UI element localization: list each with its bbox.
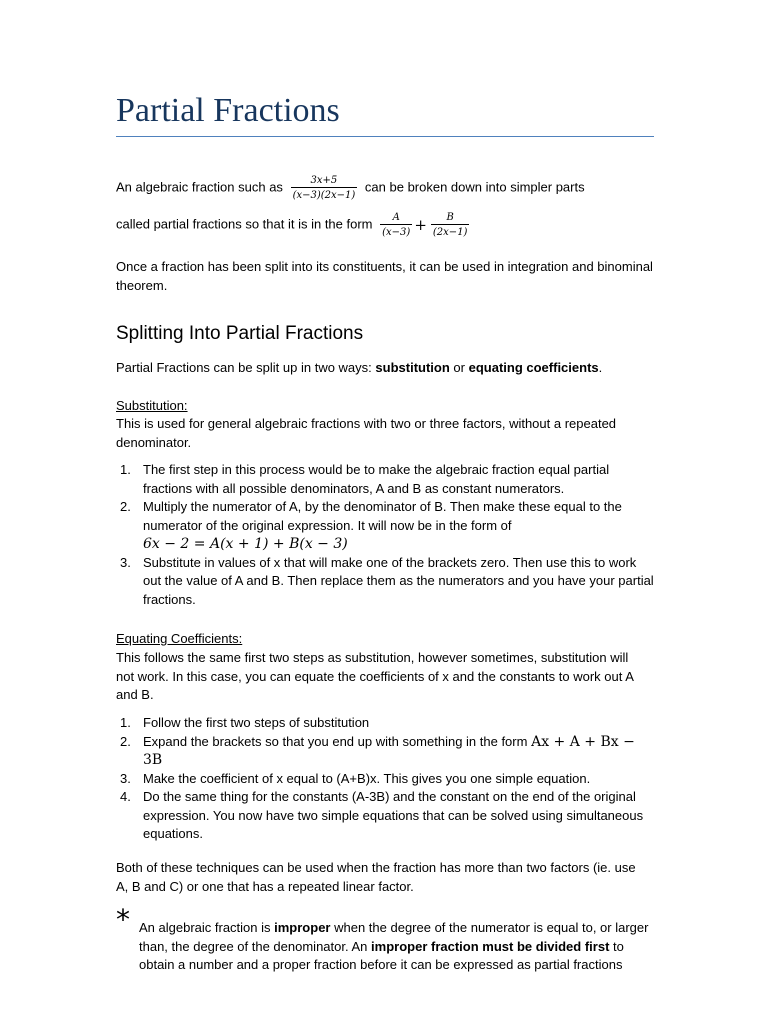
step-number: 1. — [120, 715, 131, 730]
plus-sign: + — [414, 215, 427, 234]
note-part-3: to obtain a number and a proper fraction before it can be expressed as partial fractions — [139, 938, 624, 972]
both-techniques-paragraph: Both of these techniques can be used when the fraction has more than two factors (ie. use A, B and C) or one that has a repeated linear factor. — [116, 860, 636, 894]
note-part-2: when the degree of the numerator is equal to, or larger than, the degree of the denominator. An — [139, 920, 649, 954]
page-title: Partial Fractions — [116, 92, 340, 129]
fraction-a — [380, 211, 412, 239]
intro-line-2 — [116, 211, 676, 239]
list-item — [116, 733, 656, 770]
intro-paragraph-2: Once a fraction has been split into its constituents, it can be used in integration and binominal theorem. — [116, 259, 653, 293]
step-number: 1. — [120, 462, 131, 477]
equating-description: This follows the same first two steps as substitution, however sometimes, substitution will not work. In this case, you can equate the coefficients of x and the constants to work out A and B. — [116, 650, 634, 702]
step-text: Expand the brackets so that you end up with something in the form — [143, 733, 528, 749]
note-part-1: An algebraic fraction is — [139, 920, 271, 935]
way-substitution: substitution — [375, 360, 450, 375]
note-bold-improper: improper — [274, 920, 331, 935]
title-rule — [116, 136, 654, 137]
step-number: 3. — [120, 770, 131, 786]
split-ways-before: Partial Fractions can be split up in two ways: — [116, 360, 372, 375]
intro-line-2-before: called partial fractions so that it is in the form — [116, 216, 373, 232]
fraction-example-numerator: 3x+5 — [310, 175, 338, 186]
step-equation: Ax + A + Bx − 3B — [143, 733, 635, 768]
list-item — [116, 461, 656, 498]
fraction-a-denominator: (x−3) — [380, 224, 412, 239]
intro-line-1 — [116, 174, 676, 202]
note-bold-divided-first: improper fraction must be divided first — [371, 938, 610, 954]
way-equating-coefficients: equating coefficients — [468, 360, 599, 375]
step-number: 2. — [120, 733, 131, 749]
section-heading: Splitting Into Partial Fractions — [116, 323, 364, 344]
fraction-b-denominator: (2x−1) — [431, 224, 470, 239]
substitution-steps — [116, 461, 656, 609]
list-item — [116, 714, 656, 733]
split-ways-end: . — [598, 360, 603, 375]
step-equation: 6x − 2 = A(x + 1) + B(x − 3) — [143, 536, 348, 552]
list-item — [116, 554, 656, 610]
list-item — [116, 788, 656, 844]
step-text: Make the coefficient of x equal to (A+B)x. This gives you one simple equation. — [143, 770, 591, 786]
step-text: Multiply the numerator of A, by the denominator of B. Then make these equal to the numerator of the original expression. It will now be in the form of — [143, 499, 622, 533]
step-number: 4. — [120, 789, 131, 804]
improper-fraction-note — [139, 919, 654, 975]
substitution-description: This is used for general algebraic fractions with two or three factors, without a repeated denominator. — [116, 416, 617, 450]
fraction-a-numerator: A — [392, 212, 400, 223]
list-item — [116, 770, 656, 789]
step-text: Substitute in values of x that will make one of the brackets zero. Then use this to work out the value of A and B. Then replace them as the numerators and you have your partial fractions. — [143, 554, 654, 607]
substitution-heading: Substitution: — [116, 398, 188, 413]
intro-line-1-after: can be broken down into simpler parts — [364, 179, 585, 195]
list-item — [116, 498, 656, 554]
step-number: 2. — [120, 499, 131, 514]
fraction-example-denominator: (x−3)(2x−1) — [291, 187, 358, 202]
split-ways-sentence — [116, 359, 676, 378]
fraction-b — [431, 211, 470, 239]
equating-heading: Equating Coefficients: — [116, 631, 243, 646]
step-number: 3. — [120, 554, 131, 570]
step-text: Follow the first two steps of substitution — [143, 715, 370, 730]
equating-steps — [116, 714, 656, 844]
step-text: Do the same thing for the constants (A-3B) and the constant on the end of the original expression. You now have two simple equations that can be solved using simultaneous equations. — [143, 789, 644, 841]
step-text: The first step in this process would be to make the algebraic fraction equal partial fractions with all possible denominators, A and B as constant numerators. — [143, 462, 610, 496]
split-ways-or: or — [453, 360, 465, 375]
fraction-b-numerator: B — [446, 212, 454, 223]
fraction-example — [291, 174, 358, 202]
asterisk-icon: * — [116, 903, 130, 936]
intro-line-1-before: An algebraic fraction such as — [116, 179, 283, 195]
